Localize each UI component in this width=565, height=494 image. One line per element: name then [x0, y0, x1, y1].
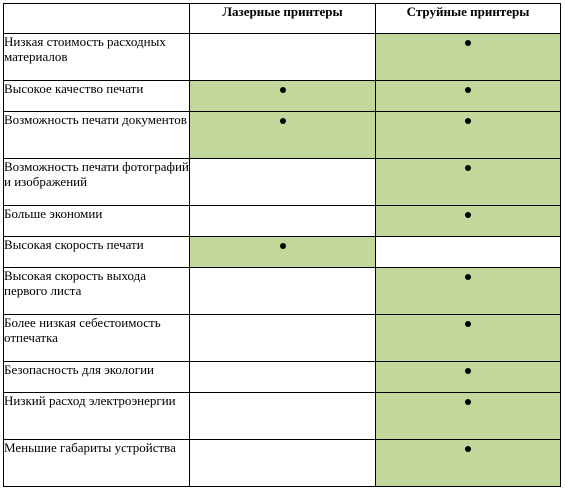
- inkjet-mark-cell: [376, 81, 561, 112]
- bullet-dot-icon: [280, 118, 286, 124]
- table-row: [4, 159, 561, 206]
- inkjet-mark-cell: [376, 34, 561, 81]
- bullet-dot-icon: [465, 399, 471, 405]
- header-feature: [4, 4, 190, 34]
- feature-cell: Возможность печати фотографий и изображений: [4, 159, 190, 206]
- bullet-dot-icon: [465, 446, 471, 452]
- table-row: [4, 34, 561, 81]
- header-inkjet-printers: Струйные принтеры: [376, 4, 561, 34]
- table-row: [4, 268, 561, 315]
- bullet-dot-icon: [465, 165, 471, 171]
- inkjet-mark-cell: [376, 362, 561, 393]
- header-row: [4, 4, 561, 34]
- feature-cell: Безопасность для экологии: [4, 362, 190, 393]
- feature-cell: Меньшие габариты устройства: [4, 440, 190, 487]
- inkjet-mark-cell: [376, 315, 561, 362]
- inkjet-mark-cell: [376, 440, 561, 487]
- laser-mark-cell: [190, 237, 376, 268]
- laser-mark-cell: [190, 268, 376, 315]
- feature-cell: Больше экономии: [4, 206, 190, 237]
- inkjet-mark-cell: [376, 237, 561, 268]
- feature-cell: Высокое качество печати: [4, 81, 190, 112]
- header-laser-printers: Лазерные принтеры: [190, 4, 376, 34]
- bullet-dot-icon: [465, 87, 471, 93]
- feature-cell: Высокая скорость печати: [4, 237, 190, 268]
- table-row: [4, 112, 561, 159]
- bullet-dot-icon: [465, 40, 471, 46]
- inkjet-mark-cell: [376, 112, 561, 159]
- feature-cell: Низкий расход электроэнергии: [4, 393, 190, 440]
- laser-mark-cell: [190, 315, 376, 362]
- feature-cell: Низкая стоимость расходных материалов: [4, 34, 190, 81]
- laser-mark-cell: [190, 206, 376, 237]
- inkjet-mark-cell: [376, 159, 561, 206]
- table-body: [4, 34, 561, 487]
- laser-mark-cell: [190, 393, 376, 440]
- table-row: [4, 81, 561, 112]
- feature-cell: Более низкая себестоимость отпечатка: [4, 315, 190, 362]
- table-row: [4, 315, 561, 362]
- printer-comparison-table: [3, 3, 561, 487]
- laser-mark-cell: [190, 112, 376, 159]
- inkjet-mark-cell: [376, 268, 561, 315]
- bullet-dot-icon: [280, 243, 286, 249]
- laser-mark-cell: [190, 159, 376, 206]
- laser-mark-cell: [190, 362, 376, 393]
- bullet-dot-icon: [465, 321, 471, 327]
- bullet-dot-icon: [465, 368, 471, 374]
- bullet-dot-icon: [465, 118, 471, 124]
- table-row: [4, 206, 561, 237]
- inkjet-mark-cell: [376, 206, 561, 237]
- laser-mark-cell: [190, 440, 376, 487]
- bullet-dot-icon: [465, 274, 471, 280]
- bullet-dot-icon: [280, 87, 286, 93]
- table-row: [4, 393, 561, 440]
- inkjet-mark-cell: [376, 393, 561, 440]
- bullet-dot-icon: [465, 212, 471, 218]
- feature-cell: Возможность печати документов: [4, 112, 190, 159]
- table-row: [4, 440, 561, 487]
- table-row: [4, 362, 561, 393]
- table-row: [4, 237, 561, 268]
- laser-mark-cell: [190, 34, 376, 81]
- feature-cell: Высокая скорость выхода первого листа: [4, 268, 190, 315]
- laser-mark-cell: [190, 81, 376, 112]
